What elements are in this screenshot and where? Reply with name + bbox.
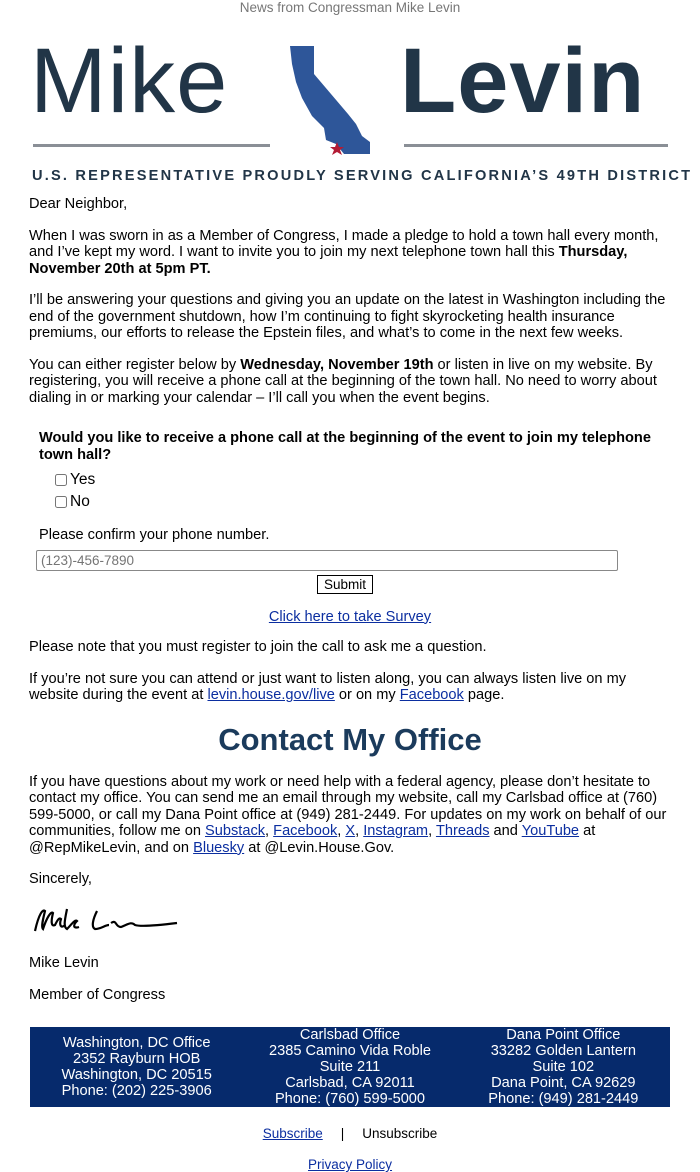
office-phone: Phone: (760) 599-5000 [274,1091,426,1107]
logo-rule-right [404,144,668,147]
no-label: No [70,492,90,510]
office-phone: Phone: (949) 281-2449 [488,1091,639,1107]
text: When I was sworn in as a Member of Congress, I made a pledge to hold a town hall every month, and I’ve kept my word. I want to invite you to join my next telephone town hall this [29,227,659,260]
greeting: Dear Neighbor, [29,196,128,212]
office-address: Dana Point, CA 92629 [491,1075,636,1091]
text: You can either register below by [29,356,241,373]
no-checkbox[interactable] [55,496,67,508]
live-link[interactable]: levin.house.gov/live [207,687,335,703]
instagram-link[interactable]: Instagram [363,823,429,839]
option-no[interactable] [39,491,671,513]
office-address: 2352 Rayburn HOB [72,1051,201,1067]
option-yes[interactable] [39,469,671,491]
office-dana-point [457,1027,670,1107]
youtube-link[interactable]: YouTube [521,823,580,839]
office-name: Carlsbad Office [299,1027,401,1043]
phone-label: Please confirm your phone number. [39,527,270,543]
office-carlsbad [243,1027,456,1107]
text: or listen in live on my website. By registering, you will receive a phone call at the beginning of the town hall. No need to worry about dialing in or marking your calendar – I’ll call you when the event begins. [29,356,657,406]
office-address: 2385 Camino Vida Roble [268,1043,431,1059]
listen-note [29,671,671,704]
text: page. [463,687,505,703]
signature-image [31,903,671,942]
submit-button[interactable]: Submit [317,575,373,594]
subscribe-link[interactable]: Subscribe [262,1126,323,1141]
text: , [265,823,274,839]
survey-link[interactable]: Click here to take Survey [268,608,432,625]
paragraph-topics: I’ll be answering your questions and giving you an update on the latest in Washington including the end of the government shutdown, how I’m continuing to fight skyrocketing health insurance premiums, our efforts to release the Epstein files, and what’s to come in the next few weeks. [29,292,666,341]
yes-checkbox[interactable] [55,474,67,486]
logo-last-name: Levin [400,30,646,132]
signup-form [29,430,671,594]
office-address: Suite 211 [319,1059,381,1075]
office-address: Carlsbad, CA 92011 [285,1075,415,1091]
yes-label: Yes [70,470,96,488]
signer-title: Member of Congress [29,986,166,1003]
contact-heading: Contact My Office [218,721,482,757]
logo-banner [0,16,700,184]
event-date: Thursday, November 20th at 5pm PT. [29,244,628,277]
text: or on my [334,687,400,703]
office-dc [30,1027,243,1107]
text: and [489,823,522,839]
california-map-icon [288,44,384,156]
register-note: Please note that you must register to join the call to ask me a question. [29,639,487,655]
text: If you’re not sure you can attend or just want to listen along, you can always listen live on my website during the event at [29,670,627,703]
facebook-link[interactable]: Facebook [399,687,464,703]
text: at @Levin.House.Gov. [244,839,395,856]
text: , [428,823,436,839]
logo-first-name: Mike [30,30,229,132]
separator: | [340,1126,345,1141]
signer-name: Mike Levin [29,955,99,971]
office-addresses [30,1027,670,1107]
text: If you have questions about my work or need help with a federal agency, please don’t hesitate to contact my office. You can send me an email through my website, call my Carlsbad office at (760) 599-5000, or call my Dana Point office at (949) 281-2449. For updates on my work on behalf of our communities, follow me on [29,773,667,839]
unsubscribe-link[interactable]: Unsubscribe [362,1126,438,1141]
office-address: Suite 102 [532,1059,595,1075]
register-deadline: Wednesday, November 19th [240,356,434,373]
paragraph-invite [29,228,671,278]
threads-link[interactable]: Threads [435,823,490,839]
logo-rule-left [33,144,270,147]
text: , [355,823,364,839]
office-address: Washington, DC 20515 [61,1067,212,1083]
contact-paragraph [29,774,671,857]
logo-tagline: U.S. REPRESENTATIVE PROUDLY SERVING CALIFORNIA’S 49TH DISTRICT [32,168,693,184]
office-name: Washington, DC Office [62,1035,211,1051]
office-address: 33282 Golden Lantern [490,1043,636,1059]
bluesky-link[interactable]: Bluesky [193,839,245,856]
substack-link[interactable]: Substack [205,823,266,839]
sincerely: Sincerely, [29,871,92,887]
call-question: Would you like to receive a phone call at the beginning of the event to join my telephone town hall? [39,430,651,463]
paragraph-register [29,357,671,407]
office-phone: Phone: (202) 225-3906 [61,1083,212,1099]
x-link[interactable]: X [345,823,356,839]
office-name: Dana Point Office [506,1027,621,1043]
phone-input[interactable] [36,550,618,571]
privacy-policy-link[interactable]: Privacy Policy [307,1157,393,1172]
preheader: News from Congressman Mike Levin [239,0,461,15]
subscription-links [0,1126,700,1141]
text: , [337,823,346,839]
facebook-social-link[interactable]: Facebook [273,823,338,839]
text: at @RepMikeLevin, and on [29,823,596,856]
